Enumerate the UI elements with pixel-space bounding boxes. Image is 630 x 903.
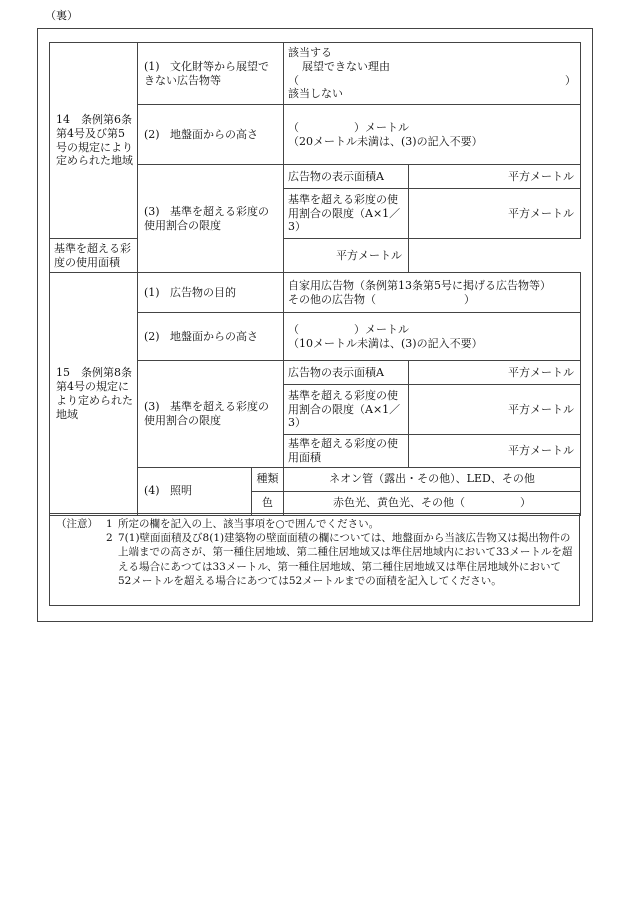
section-15-title: 15 条例第8条第4号の規定により定められた地域 [50,273,138,516]
s15-area-a-label: 広告物の表示面積A [284,361,409,385]
s15-height-value[interactable]: （ ）メートル [288,322,409,336]
s14-height-field[interactable] [284,105,581,165]
s15-r1-text: 広告物の目的 [170,285,236,299]
s15-ratio-value[interactable]: 平方メートル [409,385,581,435]
s14-reason-label: 展望できない理由 [302,59,390,73]
s15-r1-label [138,273,284,313]
s15-r2-text: 地盤面からの高さ [170,329,258,343]
s14-r1-text: 文化財等から展望できない広告物等 [144,59,269,87]
s14-reason-paren-close: ） [565,73,576,87]
s15-kind-label: 種類 [252,467,284,491]
s14-r2-no: (2) [144,127,160,141]
s15-r4-no: (4) [144,484,160,498]
s14-height-note: （20メートル未満は、(3)の記入不要） [288,134,483,148]
s15-r3-label [138,361,284,468]
s15-r3-no: (3) [144,400,160,413]
s15-height-note: （10メートル未満は、(3)の記入不要） [288,336,483,350]
s14-height-value[interactable]: （ ）メートル [288,120,409,134]
s15-color-value[interactable]: 赤色光、黄色光、その他（ ） [284,491,581,515]
s14-opt-applicable[interactable]: 該当する [288,46,332,59]
s15-used-area-value[interactable]: 平方メートル [409,435,581,468]
s15-opt-other[interactable]: その他の広告物（ ） [288,292,475,306]
note-1-text: 所定の欄を記入の上、該当事項を○で囲んでください。 [118,518,380,530]
s14-r1-value[interactable] [284,43,581,105]
s14-r3-no: (3) [144,204,160,218]
s14-r2-text: 地盤面からの高さ [170,127,258,141]
s15-r1-no: (1) [144,285,160,299]
s14-area-a-value[interactable]: 平方メートル [409,165,581,189]
section-14-title: 14 条例第6条第4号及び第5号の規定により定められた地域 [50,43,138,239]
s15-height-field[interactable] [284,313,581,361]
s15-r2-label [138,313,284,361]
s14-ratio-label: 基準を超える彩度の使用割合の限度（A×1／3） [284,189,409,239]
note-2-number: 2 [106,532,113,545]
s15-purpose-field[interactable] [284,273,581,313]
s15-area-a-value[interactable]: 平方メートル [409,361,581,385]
notes-heading: （注意） [56,518,98,530]
s15-kind-value[interactable]: ネオン管（露出・その他）、LED、その他 [284,467,581,491]
s14-reason-paren-open: （ [288,73,299,87]
notes-box [49,513,580,606]
s14-ratio-value[interactable]: 平方メートル [409,189,581,239]
s15-opt-own[interactable]: 自家用広告物（条例第13条第5号に掲げる広告物等） [288,278,551,292]
form-table [49,42,581,516]
s15-color-label: 色 [252,491,284,515]
s14-used-area-label: 基準を超える彩度の使用面積 [50,239,138,273]
s14-r1-no: (1) [144,59,160,73]
s14-r3-label [138,165,284,273]
page-header: （裏） [45,9,78,22]
s14-r2-label [138,105,284,165]
s15-r2-no: (2) [144,329,160,343]
s15-r3-text: 基準を超える彩度の使用割合の限度 [144,400,269,427]
s14-opt-not-applicable[interactable]: 該当しない [288,87,343,101]
s15-ratio-label: 基準を超える彩度の使用割合の限度（A×1／3） [284,385,409,435]
s15-r4-label [138,467,252,515]
s15-used-area-label: 基準を超える彩度の使用面積 [284,435,409,468]
note-1-number: 1 [106,518,113,530]
s14-r1-label [138,43,284,105]
note-2-text: 7(1)壁面面積及び8(1)建築物の壁面面積の欄については、地盤面から当該広告物又は掲出物件の上端までの高さが、第一種住居地域、第二種住居地域又は準住居地域内において33メートルを超える場合にあつては33メートル、第一種住居地域、第二種住居地域又は準住居地域外において52メートルを超える場合にあつては52メートルまでの面積を記入してください。 [118,532,573,587]
s14-used-area-value[interactable]: 平方メートル [284,239,409,273]
s14-area-a-label: 広告物の表示面積A [284,165,409,189]
s15-r4-text: 照明 [170,484,192,498]
s14-r3-text: 基準を超える彩度の使用割合の限度 [144,204,269,232]
